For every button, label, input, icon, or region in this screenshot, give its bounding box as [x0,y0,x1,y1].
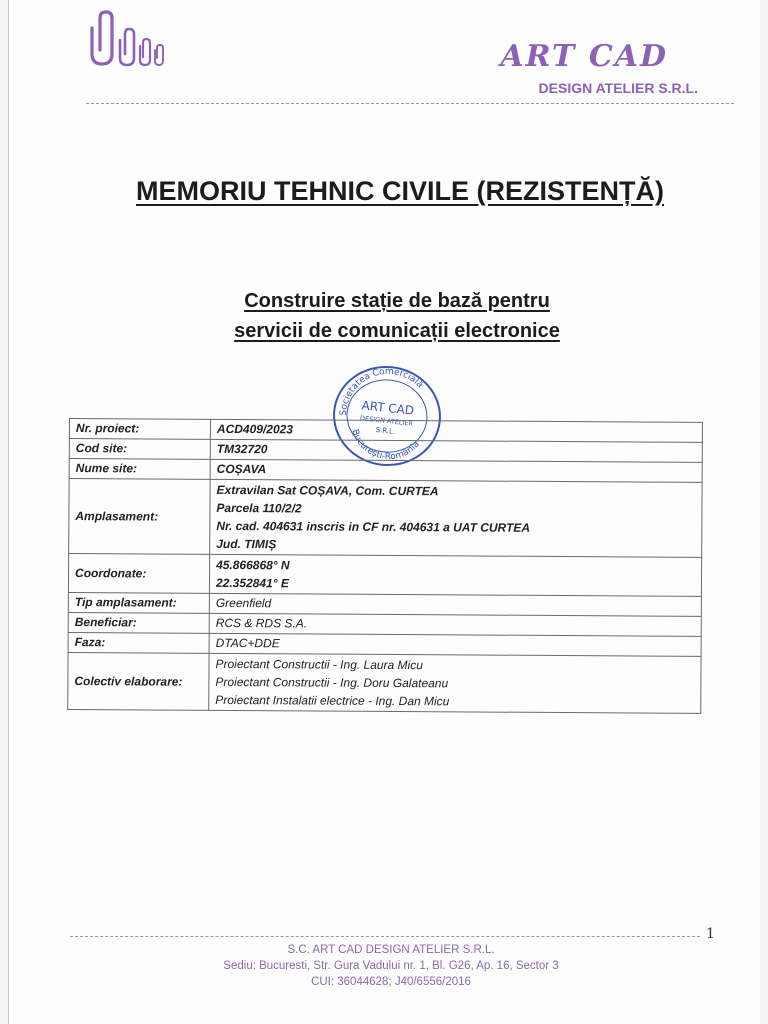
table-row [69,479,702,558]
company-footer [0,942,768,990]
paperclip-logo-icon [86,10,170,68]
row-label: Amplasament: [69,479,210,555]
value-line: ACD409/2023 [216,421,294,437]
value-line: Greenfield [215,595,272,611]
value-line: DTAC+DDE [215,635,280,651]
footer-divider [70,936,700,937]
document-title: MEMORIU TEHNIC CIVILE (REZISTENȚĂ) [136,176,664,206]
row-label: Beneficiar: [68,612,209,633]
value-line: 22.352841° E [215,575,289,591]
value-line: Proiectant Instalatii electrice - Ing. Dan Micu [215,692,450,709]
row-value [209,554,701,596]
stamp-line-3: S.R.L. [375,425,396,436]
row-label: Coordonate: [68,554,209,594]
company-subtitle: DESIGN ATELIER S.R.L. [538,80,698,96]
table-row [68,652,701,713]
row-label: Colectiv elaborare: [68,652,209,710]
value-line: RCS & RDS S.A. [215,615,308,631]
value-line: 45.866868° N [216,557,290,573]
stamp-line-2: DESIGN ATELIER [359,414,414,428]
row-label: Tip amplasament: [68,592,209,613]
row-label: Faza: [68,632,209,653]
row-value [210,479,702,557]
footer-registration: CUI: 36044628; J40/6556/2016 [311,976,471,988]
table-row [68,554,701,597]
value-line: Extravilan Sat COȘAVA, Com. CURTEA [216,482,439,499]
stamp-name: ART CAD [360,398,415,418]
project-info-table [67,418,703,714]
header-divider [86,103,734,104]
value-line: TM32720 [216,441,268,457]
subtitle-line-2: servicii de comunicații electronice [234,320,560,342]
footer-address: Sediu: Bucuresti, Str. Gura Vadului nr. 1, Bl. G26, Ap. 16, Sector 3 [223,960,559,972]
value-line: Nr. cad. 404631 inscris in CF nr. 404631 a UAT CURTEA [216,518,531,535]
company-brand [500,39,698,96]
value-line: Proiectant Constructii - Ing. Doru Galateanu [215,674,449,691]
value-line: Proiectant Constructii - Ing. Laura Micu [215,656,423,673]
page-edge [8,0,9,1024]
value-line: Jud. TIMIȘ [216,536,277,552]
company-name: ART CAD [500,39,668,74]
row-label: Nr. proiect: [69,419,210,440]
stamp-arc-top: Societatea Comercială [338,366,425,416]
subtitle-line-1: Construire stație de bază pentru [244,290,550,312]
value-line: Parcela 110/2/2 [216,500,302,516]
row-label: Cod site: [69,439,210,460]
stamp-arc-bottom: București-România [349,428,422,463]
footer-company: S.C. ART CAD DESIGN ATELIER S.R.L. [287,944,495,956]
document-subtitle [0,286,768,346]
value-line: COȘAVA [216,461,267,477]
row-label: Nume site: [69,459,210,480]
row-value [209,653,701,713]
page-number: 1 [706,926,715,942]
